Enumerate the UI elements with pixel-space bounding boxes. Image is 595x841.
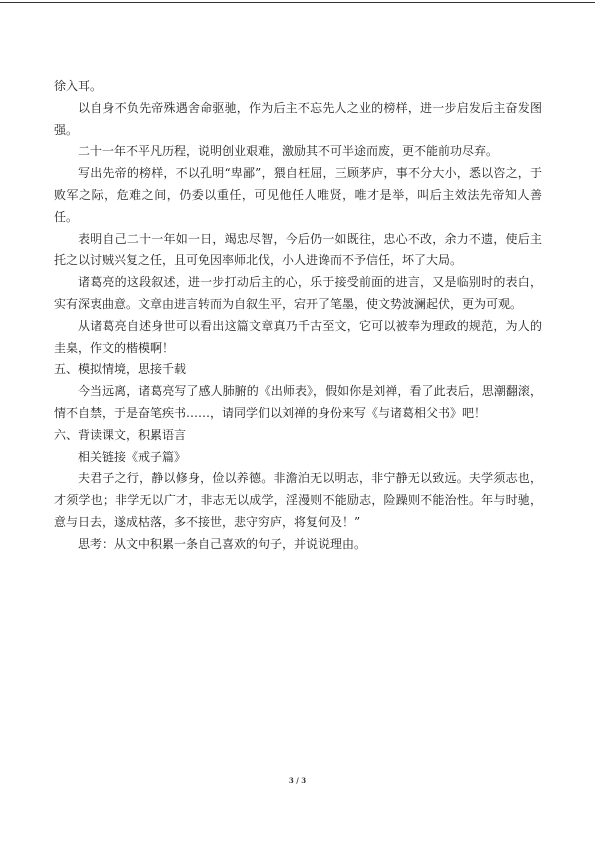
thinking-question: 思考：从文中积累一条自己喜欢的句子，并说说理由。 — [78, 536, 367, 551]
paragraph: 从诸葛亮自述身世可以看出这篇文章真乃千古至文，它可以被奉为理政的规范，为人的圭臬，作文的楷模啊！ — [54, 318, 542, 355]
paragraph: 表明自己二十一年如一日，竭忠尽智，今后仍一如既往，忠心不改，余力不遗，使后主托之以讨贼兴复之任，且可免因率师北伐，小人进谗而不予信任，坏了大局。 — [54, 231, 542, 268]
paragraph: 今当远离，诸葛亮写了感人肺腑的《出师表》，假如你是刘禅，看了此表后，思潮翻滚，情不自禁，于是奋笔疾书……，请同学们以刘禅的身份来写《与诸葛相父书》吧！ — [54, 384, 542, 420]
paragraph: 徐入耳。 — [54, 79, 103, 93]
paragraph: 以自身不负先帝殊遇舍命驱驰，作为后主不忘先人之业的榜样，进一步启发后主奋发图强。 — [54, 100, 542, 137]
section-heading-6: 六、背读课文，积累语言 — [54, 427, 187, 442]
quoted-passage: 夫君子之行，静以修身，俭以养德。非澹泊无以明志，非宁静无以致远。夫学须志也，才须学也；非学无以广才，非志无以成学，淫漫则不能励志，险躁则不能治性。年与时驰，意与日去，遂成枯落，多不接世，悲守穷庐，将复何及！” — [54, 471, 542, 529]
paragraph: 诸葛亮的这段叙述，进一步打动后主的心，乐于接受前面的进言，又是临别时的表白，实有深衷曲意。文章由进言转而为自叙生平，宕开了笔墨，使文势波澜起伏，更为可观。 — [54, 275, 542, 311]
section-heading-5: 五、模拟情境，思接千载 — [54, 362, 187, 377]
header-rule — [0, 2, 595, 3]
document-body — [54, 76, 542, 556]
page-number: 3 / 3 — [288, 776, 307, 785]
related-link-title: 相关链接《戒子篇》 — [78, 449, 187, 464]
paragraph: 二十一年不平凡历程，说明创业艰难，激励其不可半途而废，更不能前功尽弃。 — [78, 144, 499, 159]
paragraph: 写出先帝的榜样，不以孔明“卑鄙”，猥自枉屈，三顾茅庐，事不分大小，悉以咨之，于败军之际，危难之间，仍委以重任，可见他任人唯贤，唯才是举，叫后主效法先帝知人善任。 — [54, 166, 542, 224]
